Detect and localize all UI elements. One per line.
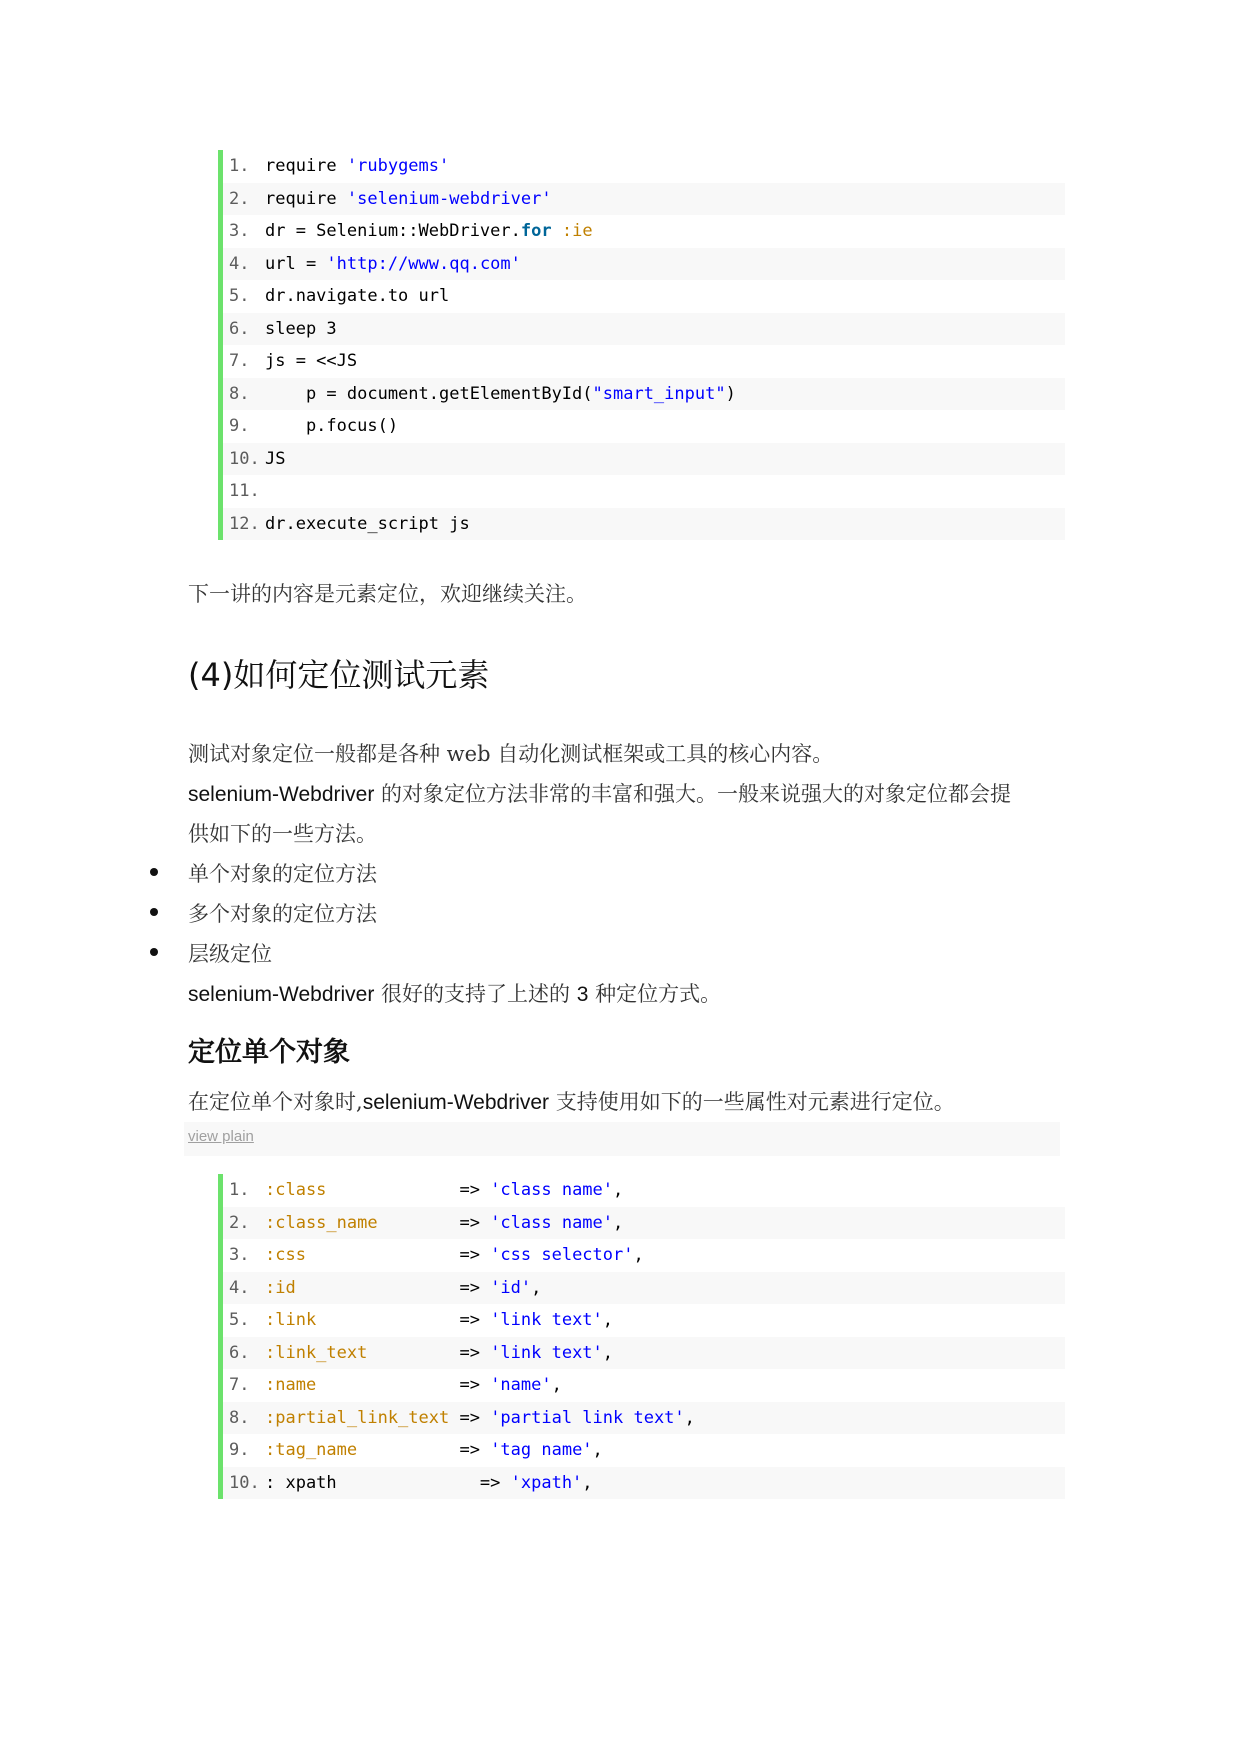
code-token: ) [725,383,736,404]
code-token: , [592,1440,603,1460]
bullet-item: 层级定位 [188,942,272,966]
code-line [223,248,1065,281]
code-token: 'class name' [490,1212,614,1233]
code-token: p.focus() [265,416,399,436]
code-token: , [684,1407,695,1428]
code-token: => [305,1245,491,1265]
code-token: require [265,188,347,209]
line-number: 1. [229,156,250,176]
code-token: , [602,1342,614,1363]
code-token: dr.execute_script js [265,513,470,534]
line-number: 4. [229,253,250,274]
code-token: => [367,1342,491,1363]
line-number: 9. [229,416,250,436]
code-line [223,150,1065,183]
code-token: , [531,1277,542,1298]
line-number: 1. [229,1180,250,1200]
code-token: :class_name [265,1212,378,1233]
code-line [223,1402,1065,1435]
code-token: dr = Selenium::WebDriver. [265,221,521,241]
line-number: 9. [229,1440,250,1460]
line-number: 8. [229,1407,250,1428]
code-line [223,345,1065,378]
code-line [223,1304,1065,1337]
code-token: => [316,1310,491,1330]
code-line [223,1207,1065,1240]
section-heading: (4)如何定位测试元素 [188,656,490,694]
code-token: dr.navigate.to url [265,286,450,306]
code-line [223,1272,1065,1305]
code-token: :link_text [265,1342,368,1363]
line-number: 7. [229,1375,250,1395]
bullet-dot [150,868,158,876]
code-line [223,443,1065,476]
code-token: "smart_input" [592,383,726,404]
line-number: 10. [229,448,260,469]
code-token: 'link text' [490,1342,603,1363]
code-token: 'id' [490,1277,532,1298]
attr-intro-line [188,1086,955,1116]
code-token: 'link text' [490,1310,603,1330]
code-token: url = [265,253,327,274]
code-line [223,1239,1065,1272]
code-token: p = document.getElementById( [265,383,593,404]
code-token: :link [265,1310,317,1330]
intro-line-2-text: 的对象定位方法非常的丰富和强大。一般来说强大的对象定位都会提 [374,782,1012,806]
code-line [223,475,1065,508]
line-number: 6. [229,318,250,339]
code-token: => [449,1407,491,1428]
line-number: 12. [229,513,260,534]
line-number: 6. [229,1342,250,1363]
code-token: :id [265,1277,296,1298]
code-line [223,1337,1065,1370]
attr-intro-text-end: 支持使用如下的一些属性对元素进行定位。 [549,1090,955,1114]
intro-line-2 [188,778,1011,808]
code-line [223,378,1065,411]
code-token: 'rubygems' [346,156,450,176]
line-number: 4. [229,1277,250,1298]
bullet-dot [150,948,158,956]
bullet-item: 单个对象的定位方法 [188,862,377,886]
line-number: 5. [229,1310,250,1330]
code-token: require [265,156,347,176]
code-token: : xpath => [265,1472,511,1493]
code-token: for [520,221,552,241]
line-number: 3. [229,221,250,241]
code-token: 'xpath' [510,1472,583,1493]
code-token: , [613,1212,624,1233]
method-count: 3 [576,983,589,1006]
code-line [223,508,1065,541]
code-token: sleep 3 [265,318,337,339]
product-name: selenium-Webdriver [362,1091,550,1114]
line-number: 8. [229,383,250,404]
code-token: , [613,1180,624,1200]
code-token: => [377,1212,491,1233]
subsection-heading: 定位单个对象 [188,1037,350,1068]
code-line [223,1434,1065,1467]
code-token: :tag_name [265,1440,358,1460]
code-token: :class [265,1180,327,1200]
code-token: 'class name' [490,1180,614,1200]
line-number: 10. [229,1472,260,1493]
code-line [223,313,1065,346]
code-token: => [316,1375,491,1395]
code-line [223,410,1065,443]
bullet-item: 多个对象的定位方法 [188,902,377,926]
code-line [223,1467,1065,1500]
code-token: 'css selector' [490,1245,634,1265]
code-block-locators [218,1174,1065,1499]
code-token: , [582,1472,593,1493]
line-number: 11. [229,481,260,501]
code-token [552,221,562,241]
code-token: => [295,1277,491,1298]
code-token: :ie [561,221,593,241]
code-block-ruby [218,150,1065,540]
view-plain-link[interactable]: view plain [188,1128,254,1145]
code-token: :css [265,1245,306,1265]
code-token: , [551,1375,562,1395]
code-toolbar [184,1122,1060,1156]
code-token: JS [265,448,286,469]
product-name: selenium-Webdriver [188,783,375,806]
intro-line-1 [188,738,833,768]
code-token: 'http://www.qq.com' [326,253,521,274]
code-token: => [326,1180,491,1200]
code-token: js = <<JS [265,351,358,371]
line-number: 2. [229,188,250,209]
support-text: 很好的支持了上述的 [374,982,577,1006]
code-token: 'partial link text' [490,1407,685,1428]
code-token: 'name' [490,1375,552,1395]
attr-intro-text: 在定位单个对象时, [188,1090,363,1114]
code-token: , [602,1310,614,1330]
code-token: , [633,1245,644,1265]
code-line [223,280,1065,313]
line-number: 7. [229,351,250,371]
intro-line-3: 供如下的一些方法。 [188,822,377,846]
bullet-dot [150,908,158,916]
intro-line-1-text: 测试对象定位一般都是各种 web 自动化测试框架或工具的核心内容。 [188,742,834,766]
code-line [223,183,1065,216]
support-text-end: 种定位方式。 [588,982,722,1006]
line-number: 3. [229,1245,250,1265]
code-line [223,1369,1065,1402]
code-line [223,1174,1065,1207]
code-token: :name [265,1375,317,1395]
line-number: 5. [229,286,250,306]
code-token: 'selenium-webdriver' [346,188,552,209]
product-name: selenium-Webdriver [188,983,375,1006]
code-token: => [357,1440,491,1460]
code-token: :partial_link_text [265,1407,450,1428]
line-number: 2. [229,1212,250,1233]
code-line [223,215,1065,248]
code-token: 'tag name' [490,1440,593,1460]
next-lecture-note: 下一讲的内容是元素定位，欢迎继续关注。 [188,582,587,606]
support-line [188,978,721,1008]
